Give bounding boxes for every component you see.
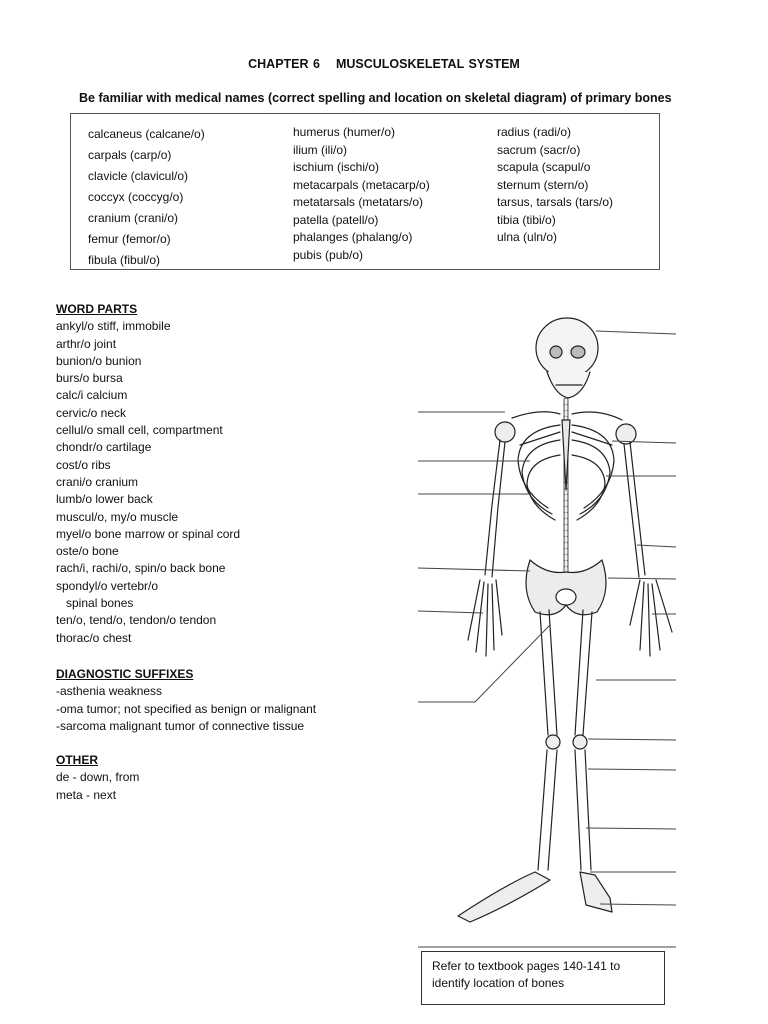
word-part-item: bunion/o bunion: [56, 353, 142, 368]
bone-item: metatarsals (metatars/o): [293, 195, 424, 209]
suffix-item: -sarcoma malignant tumor of connective tissue: [56, 718, 305, 733]
primary-bones-box: [70, 113, 660, 270]
other-heading: OTHER: [56, 753, 98, 767]
bone-item: metacarpals (metacarp/o): [293, 177, 430, 192]
bone-item: radius (radi/o): [497, 125, 572, 139]
word-part-item: crani/o cranium: [56, 474, 139, 489]
bone-item: phalanges (phalang/o): [293, 230, 413, 244]
word-part-item: spondyl/o vertebr/o: [56, 578, 159, 593]
word-part-item: myel/o bone marrow or spinal cord: [56, 526, 241, 541]
bones-column-2: [293, 124, 430, 264]
bone-item: ilium (ili/o): [293, 142, 347, 157]
bone-item: tibia (tibi/o): [497, 212, 556, 227]
reference-note-text: Refer to textbook pages 140-141 to identify location of bones: [432, 959, 621, 990]
word-part-item: cervic/o neck: [56, 405, 127, 420]
word-part-item: spinal bones: [66, 596, 134, 611]
chapter-title: MUSCULOSKELETAL SYSTEM: [335, 57, 520, 71]
bone-item: pubis (pub/o): [293, 247, 364, 262]
suffix-item: -oma tumor; not specified as benign or malignant: [56, 701, 317, 716]
word-part-item: lumb/o lower back: [56, 492, 153, 507]
skeleton-illustration: [458, 318, 672, 922]
word-part-item: ankyl/o stiff, immobile: [56, 319, 171, 334]
bone-item: sacrum (sacr/o): [497, 142, 581, 157]
word-parts-section: [56, 301, 240, 647]
word-part-item: oste/o bone: [56, 544, 119, 559]
word-part-item: cost/o ribs: [56, 457, 111, 472]
bone-item: humerus (humer/o): [293, 125, 396, 139]
word-part-item: rach/i, rachi/o, spin/o back bone: [56, 561, 226, 576]
bone-item: scapula (scapul/o: [497, 160, 591, 174]
skeleton-diagram: [418, 305, 676, 950]
bone-item: clavicle (clavicul/o): [88, 169, 189, 183]
bone-item: ischium (ischi/o): [293, 160, 380, 174]
word-part-item: thorac/o chest: [56, 630, 132, 645]
word-part-item: calc/i calcium: [56, 388, 128, 403]
word-part-item: arthr/o joint: [56, 336, 117, 351]
word-part-item: chondr/o cartilage: [56, 440, 152, 455]
suffix-item: -asthenia weakness: [56, 684, 163, 699]
bone-item: fibula (fibul/o): [88, 253, 161, 267]
other-item: de - down, from: [56, 770, 140, 785]
bone-item: calcaneus (calcane/o): [88, 127, 205, 141]
reference-note-box: [421, 951, 665, 1005]
bone-item: sternum (stern/o): [497, 177, 589, 192]
chapter-number: CHAPTER 6: [248, 57, 320, 71]
bone-item: femur (femor/o): [88, 232, 171, 246]
bone-item: cranium (crani/o): [88, 211, 179, 225]
bones-column-3: [497, 124, 613, 247]
diagnostic-suffixes-section: [56, 666, 316, 735]
bones-column-1: [88, 124, 205, 271]
bone-item: patella (patell/o): [293, 212, 379, 227]
bone-item: tarsus, tarsals (tars/o): [497, 195, 614, 209]
diagnostic-suffixes-heading: DIAGNOSTIC SUFFIXES: [56, 667, 194, 681]
bone-item: carpals (carp/o): [88, 148, 172, 162]
other-section: [56, 752, 139, 804]
word-part-item: ten/o, tend/o, tendon/o tendon: [56, 613, 217, 628]
label-lines: [418, 331, 676, 947]
word-part-item: muscul/o, my/o muscle: [56, 509, 179, 524]
instruction-text: Be familiar with medical names (correct spelling and location on skeletal diagram) of primary bones: [79, 91, 672, 105]
other-item: meta - next: [56, 787, 117, 802]
word-parts-heading: WORD PARTS: [56, 302, 138, 316]
bone-item: ulna (uln/o): [497, 230, 558, 244]
bone-item: coccyx (coccyg/o): [88, 190, 184, 204]
word-part-item: burs/o bursa: [56, 371, 123, 386]
word-part-item: cellul/o small cell, compartment: [56, 423, 223, 438]
page-title: [0, 57, 768, 71]
